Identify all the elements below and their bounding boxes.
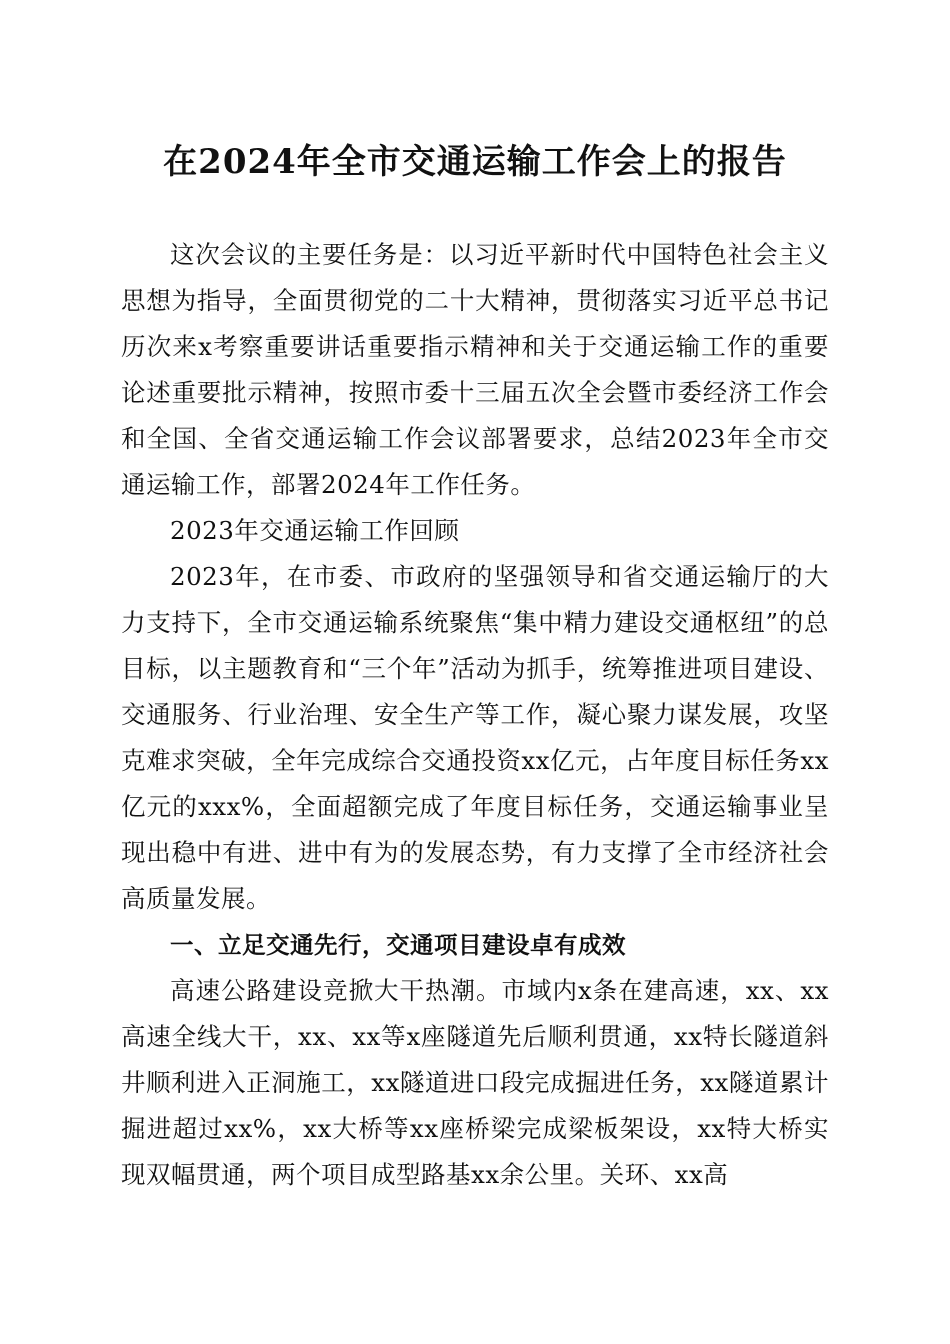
document-body xyxy=(121,232,829,1198)
review-paragraph: 2023年，在市委、市政府的坚强领导和省交通运输厅的大力支持下，全市交通运输系统聚焦“集中精力建设交通枢纽”的总目标，以主题教育和“三个年”活动为抓手，统筹推进项目建设、交通服务、行业治理、安全生产等工作，凝心聚力谋发展，攻坚克难求突破，全年完成综合交通投资xx亿元，占年度目标任务xx亿元的xxx%，全面超额完成了年度目标任务，交通运输事业呈现出稳中有进、进中有为的发展态势，有力支撑了全市经济社会高质量发展。 xyxy=(121,562,829,913)
document-title: 在2024年全市交通运输工作会上的报告 xyxy=(163,142,787,182)
section-paragraph: 高速公路建设竞掀大干热潮。市域内x条在建高速，xx、xx高速全线大干，xx、xx等x座隧道先后顺利贯通，xx特长隧道斜井顺利进入正洞施工，xx隧道进口段完成掘进任务，xx隧道累计掘进超过xx%，xx大桥等xx座桥梁完成梁板架设，xx特大桥实现双幅贯通，两个项目成型路基xx余公里。关环、xx高 xyxy=(121,976,829,1189)
review-subtitle: 2023年交通运输工作回顾 xyxy=(170,516,460,545)
intro-paragraph: 这次会议的主要任务是：以习近平新时代中国特色社会主义思想为指导，全面贯彻党的二十大精神，贯彻落实习近平总书记历次来x考察重要讲话重要指示精神和关于交通运输工作的重要论述重要批示精神，按照市委十三届五次全会暨市委经济工作会和全国、全省交通运输工作会议部署要求，总结2023年全市交通运输工作，部署2024年工作任务。 xyxy=(121,240,829,499)
section-heading: 一、立足交通先行，交通项目建设卓有成效 xyxy=(170,931,626,959)
